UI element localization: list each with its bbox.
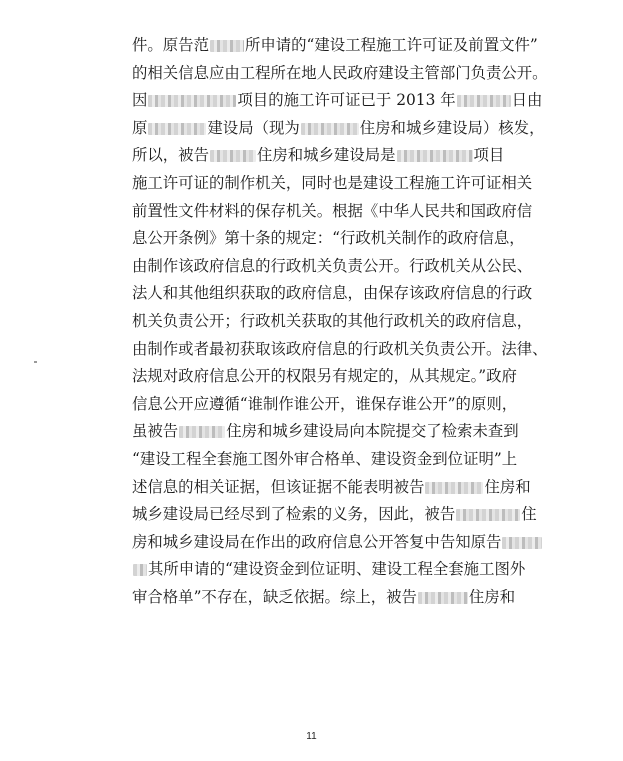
redaction-block xyxy=(210,150,256,162)
text-line xyxy=(132,474,562,502)
redaction-block xyxy=(301,123,359,135)
redaction-block xyxy=(425,482,483,494)
text-line xyxy=(132,280,562,308)
text-line xyxy=(132,336,562,364)
redaction-block xyxy=(179,426,225,438)
text-segment: 机关负责公开；行政机关获取的其他行政机关的政府信息， xyxy=(132,311,533,330)
text-line xyxy=(132,142,562,170)
text-segment: 的相关信息应由工程所在地人民政府建设主管部门负责公开。 xyxy=(132,63,548,82)
redaction-block xyxy=(502,537,542,549)
redaction-block xyxy=(397,150,473,162)
text-line xyxy=(132,391,562,419)
text-segment: 虽被告 xyxy=(132,422,179,441)
text-segment: 住房和城乡建设局向本院提交了检索未查到 xyxy=(226,422,519,441)
text-segment: “建设工程全套施工图外审合格单、建设资金到位证明”上 xyxy=(132,449,518,468)
redaction-block xyxy=(148,95,236,107)
text-segment: 住房和城乡建设局）核发， xyxy=(359,118,545,137)
redaction-block xyxy=(457,95,511,107)
text-line xyxy=(132,60,562,88)
text-segment: 前置性文件材料的保存机关。根据《中华人民共和国政府信 xyxy=(132,201,533,220)
redaction-block xyxy=(210,40,244,52)
text-segment: 息公开条例》第十条的规定：“行政机关制作的政府信息， xyxy=(132,229,525,248)
text-line xyxy=(132,225,562,253)
redaction-block xyxy=(418,592,468,604)
text-line xyxy=(132,170,562,198)
text-line xyxy=(132,32,562,60)
redaction-block xyxy=(148,123,206,135)
text-segment: 因 xyxy=(132,91,148,110)
body-text xyxy=(132,32,562,611)
margin-mark xyxy=(34,361,37,363)
text-segment: 述信息的相关证据，但该证据不能表明被告 xyxy=(132,477,425,496)
text-segment: 施工许可证的制作机关，同时也是建设工程施工许可证相关 xyxy=(132,173,533,192)
text-line xyxy=(132,198,562,226)
text-segment: 审合格单”不存在，缺乏依据。综上，被告 xyxy=(132,587,417,606)
text-segment: 其所申请的“建设资金到位证明、建设工程全套施工图外 xyxy=(148,560,526,579)
text-line xyxy=(132,308,562,336)
text-line xyxy=(132,253,562,281)
text-segment: 房和城乡建设局在作出的政府信息公开答复中告知原告 xyxy=(132,532,502,551)
redaction-block xyxy=(456,509,520,521)
text-segment: 城乡建设局已经尽到了检索的义务，因此，被告 xyxy=(132,505,456,524)
text-line xyxy=(132,529,562,557)
text-line xyxy=(132,584,562,612)
text-segment: 由制作或者最初获取该政府信息的行政机关负责公开。法律、 xyxy=(132,339,548,358)
text-segment: 住房和 xyxy=(484,477,531,496)
text-line xyxy=(132,501,562,529)
text-segment: 建设局（现为 xyxy=(207,118,300,137)
text-segment: 所以，被告 xyxy=(132,146,209,165)
text-segment: 法规对政府信息公开的权限另有规定的，从其规定。”政府 xyxy=(132,367,517,386)
text-segment: 项目 xyxy=(473,146,505,165)
text-segment: 住 xyxy=(521,505,537,524)
redaction-block xyxy=(133,564,147,576)
text-line xyxy=(132,115,562,143)
text-line xyxy=(132,418,562,446)
text-segment: 所申请的“建设工程施工许可证及前置文件” xyxy=(244,36,538,54)
text-line xyxy=(132,556,562,584)
text-segment: 信息公开应遵循“谁制作谁公开，谁保存谁公开”的原则， xyxy=(132,394,518,413)
text-segment: 件。原告范 xyxy=(132,36,209,54)
text-line xyxy=(132,446,562,474)
text-line xyxy=(132,363,562,391)
text-segment: 住房和 xyxy=(468,587,516,606)
text-segment: 日由 xyxy=(511,91,543,110)
text-segment: 项目的施工许可证已于 2013 年 xyxy=(237,91,456,110)
text-segment: 原 xyxy=(132,118,148,137)
page-number: 11 xyxy=(306,731,317,742)
text-line xyxy=(132,87,562,115)
text-segment: 法人和其他组织获取的政府信息，由保存该政府信息的行政 xyxy=(132,284,533,303)
text-segment: 住房和城乡建设局是 xyxy=(256,146,396,165)
text-segment: 由制作该政府信息的行政机关负责公开。行政机关从公民、 xyxy=(132,256,533,275)
